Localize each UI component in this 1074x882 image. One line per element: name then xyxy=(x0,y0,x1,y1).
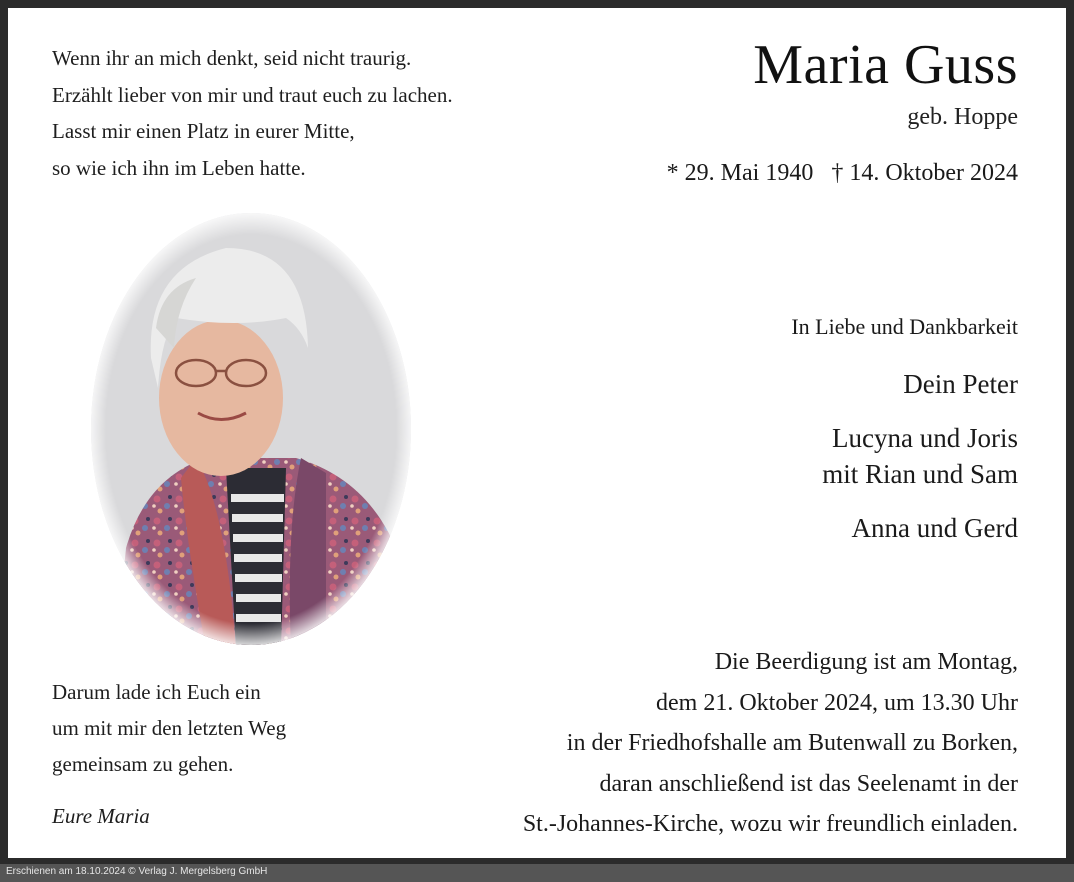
poem-top-line: Wenn ihr an mich denkt, seid nicht traurig. xyxy=(52,46,412,70)
portrait-photo xyxy=(86,208,416,650)
poem-bottom-line: Darum lade ich Euch ein xyxy=(52,680,261,704)
publication-note: Erschienen am 18.10.2024 © Verlag J. Mergelsberg GmbH xyxy=(6,866,268,877)
funeral-line: in der Friedhofshalle am Butenwall zu Borken, xyxy=(566,730,1018,756)
mourner-line: mit Rian und Sam xyxy=(822,459,1018,489)
deceased-name: Maria Guss xyxy=(753,34,1018,96)
obituary-card xyxy=(8,8,1066,858)
poem-bottom-line: gemeinsam zu gehen. xyxy=(52,752,234,776)
funeral-details xyxy=(523,642,1018,845)
funeral-line: St.-Johannes-Kirche, wozu wir freundlich einladen. xyxy=(522,811,1018,837)
funeral-line: daran anschließend ist das Seelenamt in der xyxy=(599,770,1018,797)
poem-top-line: Lasst mir einen Platz in eurer Mitte, xyxy=(52,119,355,143)
birth-date: * 29. Mai 1940 xyxy=(666,160,814,186)
mourners-block xyxy=(791,310,1018,546)
poem-top-line: Erzählt lieber von mir und traut euch zu lachen. xyxy=(52,82,453,107)
signature: Eure Maria xyxy=(52,804,150,828)
mourner-line: Dein Peter xyxy=(903,369,1018,399)
publication-footer xyxy=(0,864,1074,882)
mourners-intro: In Liebe und Dankbarkeit xyxy=(791,314,1018,339)
life-dates xyxy=(667,160,1018,187)
poem-bottom-line: um mit mir den letzten Weg xyxy=(52,716,287,740)
poem-top-line: so wie ich ihn im Leben hatte. xyxy=(52,155,306,180)
poem-top xyxy=(52,40,453,186)
funeral-line: Die Beerdigung ist am Montag, xyxy=(714,649,1018,675)
birth-name: geb. Hoppe xyxy=(907,104,1018,130)
mourner-line: Lucyna und Joris xyxy=(832,423,1018,453)
mourner-line: Anna und Gerd xyxy=(851,513,1018,543)
funeral-line: dem 21. Oktober 2024, um 13.30 Uhr xyxy=(656,689,1018,716)
death-date: † 14. Oktober 2024 xyxy=(831,160,1018,186)
poem-bottom xyxy=(52,674,286,782)
